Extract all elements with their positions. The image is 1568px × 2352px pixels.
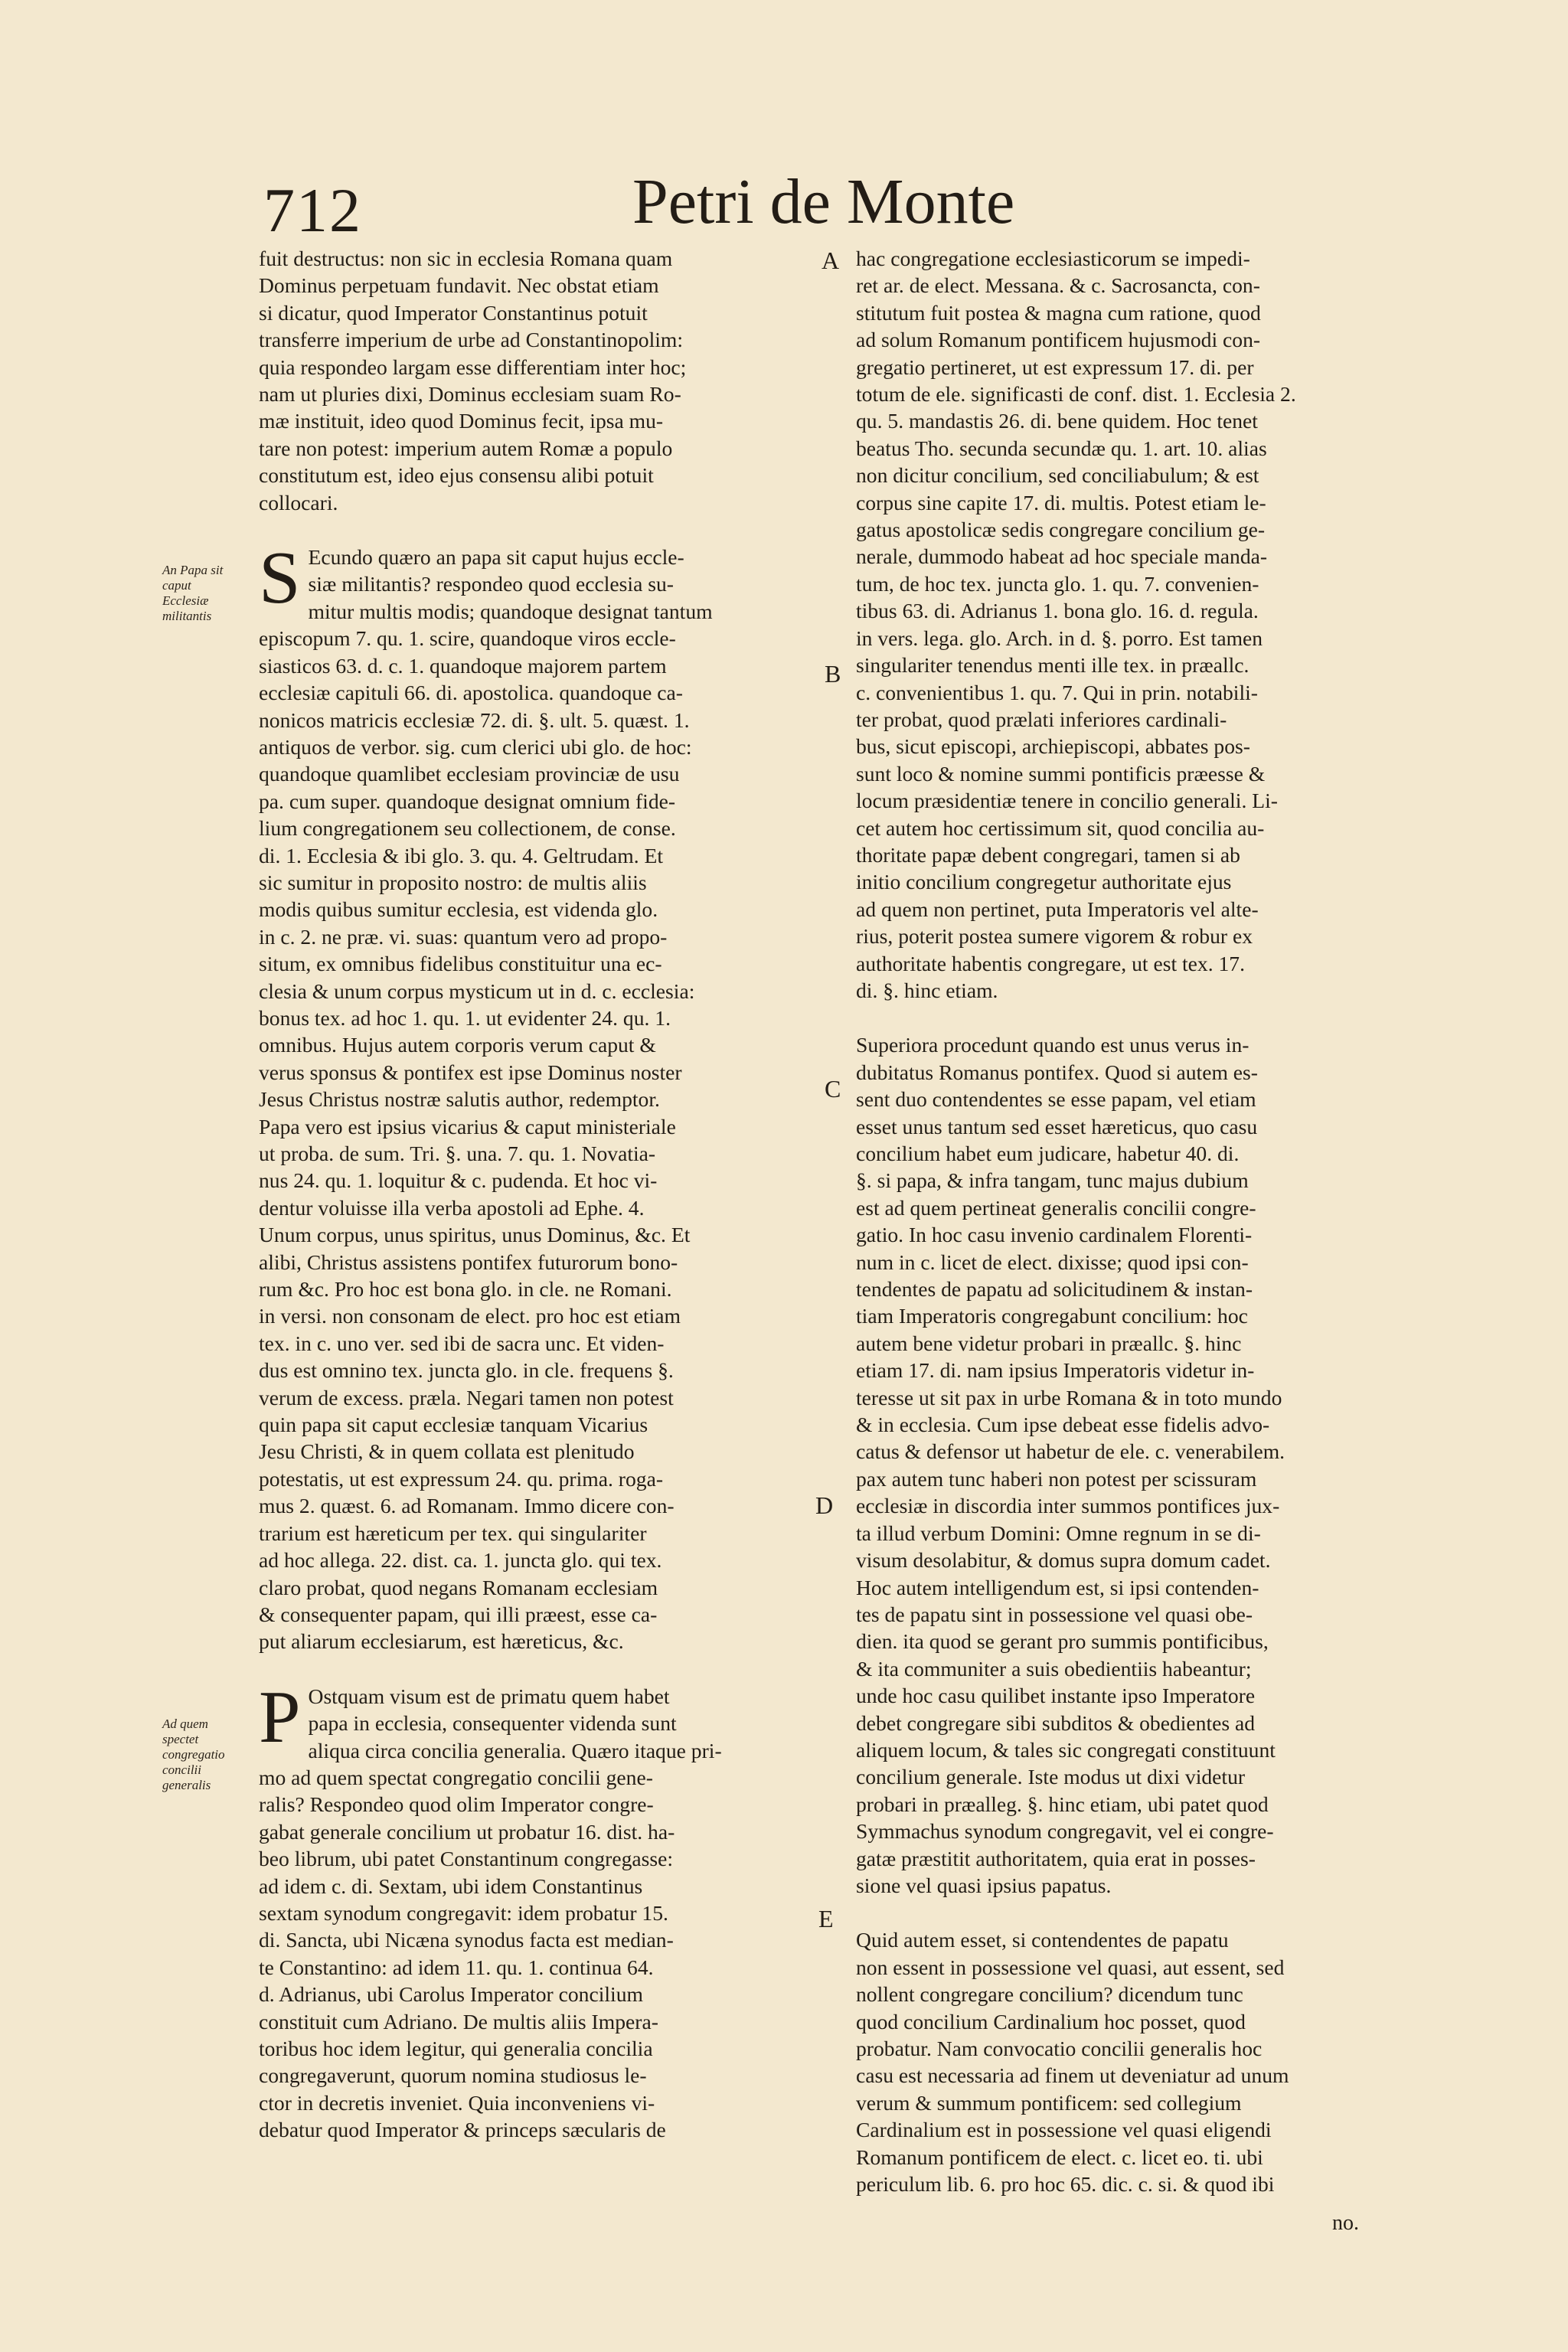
text-line: ter probat, quod prælati inferiores cardinali- [856, 707, 1227, 731]
text-line: tiam Imperatoris congregabunt concilium: hoc [856, 1304, 1248, 1328]
text-line: omnibus. Hujus autem corporis verum caput & [259, 1033, 656, 1057]
text-line: siasticos 63. d. c. 1. quandoque majorem partem [259, 653, 667, 678]
text-line: totum de ele. significasti de conf. dist. 1. Ecclesia 2. [856, 382, 1296, 407]
text-line: d. Adrianus, ubi Carolus Imperator concilium [259, 1982, 643, 2007]
text-line: nollent congregare concilium? dicendum tunc [856, 1982, 1243, 2007]
paragraph-gap [259, 1655, 808, 1683]
text-line: hac congregatione ecclesiasticorum se impedi- [856, 247, 1250, 270]
text-line: toribus hoc idem legitur, qui generalia concilia [259, 2037, 653, 2060]
text-line: verum de excess. præla. Negari tamen non potest [259, 1385, 674, 1410]
text-line: mus 2. quæst. 6. ad Romanam. Immo dicere con- [259, 1494, 675, 1518]
text-line: clesia & unum corpus mysticum ut in d. c. ecclesia: [259, 978, 695, 1003]
text-line: nerale, dummodo habeat ad hoc speciale manda- [856, 544, 1268, 569]
text-line: ta illud verbum Domini: Omne regnum in se di- [856, 1521, 1261, 1545]
text-line: gregatio pertineret, ut est expressum 17. di. per [856, 354, 1254, 379]
text-line: siæ militantis? respondeo quod ecclesia su- [308, 572, 674, 596]
text-line: modis quibus sumitur ecclesia, est videnda glo. [259, 897, 658, 922]
text-line: tex. in c. uno ver. sed ibi de sacra unc. Et viden- [259, 1331, 665, 1355]
text-line: sent duo contendentes se esse papam, vel etiam [856, 1087, 1256, 1112]
section-letter-b: B [825, 660, 841, 688]
text-line: sic sumitur in proposito nostro: de multis aliis [259, 870, 647, 894]
text-line: verum & summum pontificem: sed collegium [856, 2090, 1242, 2115]
text-line: ctor in decretis inveniet. Quia inconveniens vi- [259, 2090, 655, 2115]
text-line: pa. cum super. quandoque designat omnium fide- [259, 789, 676, 813]
page-number: 712 [263, 175, 362, 245]
right-text-column [856, 245, 1401, 2197]
text-line: transferre imperium de urbe ad Constantinopolim: [259, 328, 684, 352]
text-line: Unum corpus, unus spiritus, unus Dominus, &c. Et [259, 1223, 691, 1247]
section-letter-d: D [815, 1491, 834, 1519]
text-line: ecclesiæ capituli 66. di. apostolica. quandoque ca- [259, 681, 683, 705]
text-line: thoritate papæ debent congregari, tamen si ab [856, 842, 1240, 867]
text-line: in c. 2. ne præ. vi. suas: quantum vero ad propo- [259, 924, 668, 949]
text-line: periculum lib. 6. pro hoc 65. dic. c. si. & quod ibi [856, 2172, 1275, 2197]
text-line: singulariter tenendus menti ille tex. in præallc. [856, 653, 1250, 678]
text-line: ad idem c. di. Sextam, ubi idem Constantinus [259, 1873, 643, 1898]
text-line: potestatis, ut est expressum 24. qu. prima. roga- [259, 1466, 664, 1491]
catchword: no. [1332, 2211, 1359, 2235]
text-line: rius, poterit postea sumere vigorem & robur ex [856, 924, 1253, 949]
text-line: probari in præalleg. §. hinc etiam, ubi patet quod [856, 1792, 1269, 1816]
text-line: nam ut pluries dixi, Dominus ecclesiam suam Ro- [259, 382, 681, 407]
paragraph-p2 [259, 537, 808, 1655]
text-line: autem bene videtur probari in præallc. §. hinc [856, 1331, 1242, 1355]
text-line: te Constantino: ad idem 11. qu. 1. continua 64. [259, 1955, 654, 1979]
margin-note-papa-caput: An Papa sit caput Ecclesiæ militantis [162, 563, 224, 623]
text-line: num in c. licet de elect. dixisse; quod ipsi con- [856, 1250, 1249, 1274]
text-line: ad hoc allega. 22. dist. ca. 1. juncta glo. qui tex. [259, 1548, 662, 1573]
text-line: gatæ præstitit authoritatem, quia erat in posses- [856, 1846, 1256, 1870]
text-line: concilium generale. Iste modus ut dixi videtur [856, 1765, 1246, 1789]
text-line: fuit destructus: non sic in ecclesia Romana quam [259, 247, 673, 270]
text-line: dentur voluisse illa verba apostoli ad Ephe. 4. [259, 1195, 645, 1220]
text-line: Dominus perpetuam fundavit. Nec obstat etiam [259, 273, 659, 298]
text-line: si dicatur, quod Imperator Constantinus potuit [259, 300, 648, 325]
text-line: beatus Tho. secunda secundæ qu. 1. art. 10. alias [856, 436, 1267, 460]
paragraph-r1 [856, 245, 1401, 1004]
text-line: tes de papatu sint in possessione vel quasi obe- [856, 1602, 1253, 1626]
text-line: alibi, Christus assistens pontifex futurorum bono- [259, 1250, 678, 1274]
text-line: initio concilium congregetur authoritate ejus [856, 870, 1232, 894]
text-line: papa in ecclesia, consequenter videnda sunt [308, 1711, 677, 1736]
text-line: Jesu Christi, & in quem collata est plenitudo [259, 1439, 635, 1464]
text-line: visum desolabitur, & domus supra domum cadet. [856, 1548, 1271, 1573]
drop-capital: P [259, 1675, 301, 1759]
text-line: Hoc autem intelligendum est, si ipsi contenden- [856, 1575, 1259, 1599]
text-line: nonicos matricis ecclesiæ 72. di. §. ult. 5. quæst. 1. [259, 707, 690, 732]
text-line: probatur. Nam convocatio concilii generalis hoc [856, 2037, 1263, 2060]
text-line: gatio. In hoc casu invenio cardinalem Florenti- [856, 1223, 1253, 1247]
text-line: in versi. non consonam de elect. pro hoc est etiam [259, 1304, 681, 1328]
text-line: debet congregare sibi subditos & obedientes ad [856, 1710, 1256, 1735]
text-line: qu. 5. mandastis 26. di. bene quidem. Hoc tenet [856, 409, 1258, 433]
text-line: trarium est hæreticum per tex. qui singulariter [259, 1521, 647, 1545]
text-line: Papa vero est ipsius vicarius & caput ministeriale [259, 1114, 676, 1138]
paragraph-gap [856, 1004, 1401, 1031]
text-line: di. Sancta, ubi Nicæna synodus facta est median- [259, 1928, 674, 1952]
text-line: constituit cum Adriano. De multis aliis Impera- [259, 2009, 658, 2034]
text-line: congregaverunt, quorum nomina studiosus le- [259, 2063, 647, 2088]
text-line: nus 24. qu. 1. loquitur & c. pudenda. Et hoc vi- [259, 1168, 658, 1193]
text-line: dubitatus Romanus pontifex. Quod si autem es- [856, 1060, 1258, 1084]
text-line: quia respondeo largam esse differentiam inter hoc; [259, 354, 687, 379]
text-line: casu est necessaria ad finem ut deveniatur ad unum [856, 2063, 1289, 2088]
section-letter-a: A [822, 247, 840, 274]
text-line: mitur multis modis; quandoque designat tantum [308, 599, 713, 623]
section-letter-e: E [818, 1905, 834, 1932]
text-line: & consequenter papam, qui illi præest, esse ca- [259, 1602, 658, 1626]
text-line: in vers. lega. glo. Arch. in d. §. porro. Est tamen [856, 626, 1263, 650]
text-line: & ita communiter a suis obedientiis habeantur; [856, 1656, 1252, 1681]
paragraph-p3 [259, 1675, 808, 2144]
text-line: aliqua circa concilia generalia. Quæro itaque pri- [308, 1738, 722, 1762]
paragraph-gap [259, 516, 808, 544]
text-line: ret ar. de elect. Messana. & c. Sacrosancta, con- [856, 273, 1260, 298]
text-line: debatur quod Imperator & princeps sæcularis de [259, 2118, 666, 2142]
text-line: aliquem locum, & tales sic congregati constituunt [856, 1737, 1276, 1762]
text-line: corpus sine capite 17. di. multis. Potest etiam le- [856, 490, 1266, 514]
text-line: sunt loco & nomine summi pontificis præesse & [856, 761, 1266, 786]
text-line: Romanum pontificem de elect. c. licet eo. ti. ubi [856, 2145, 1263, 2169]
text-line: tare non potest: imperium autem Romæ a populo [259, 436, 673, 460]
text-line: gatus apostolicæ sedis congregare concilium ge- [856, 518, 1266, 542]
text-line: di. 1. Ecclesia & ibi glo. 3. qu. 4. Geltrudam. Et [259, 843, 664, 867]
text-line: Quid autem esset, si contendentes de papatu [856, 1928, 1229, 1952]
text-line: verus sponsus & pontifex est ipse Dominus noster [259, 1060, 682, 1084]
drop-capital: S [259, 537, 301, 620]
text-line: Ecundo quæro an papa sit caput hujus eccle- [308, 545, 684, 570]
text-line: cet autem hoc certissimum sit, quod concilia au- [856, 815, 1265, 840]
text-line: sextam synodum congregavit: idem probatur 15. [259, 1900, 668, 1925]
text-line: quod concilium Cardinalium hoc posset, quod [856, 2009, 1246, 2034]
text-line: c. convenientibus 1. qu. 7. Qui in prin. notabili- [856, 680, 1258, 704]
text-line: Ostquam visum est de primatu quem habet [308, 1684, 670, 1708]
text-line: lium congregationem seu collectionem, de conse. [259, 816, 676, 841]
margin-note-concilium: Ad quem spectet congregatio concilii generalis [162, 1717, 225, 1792]
text-line: Superiora procedunt quando est unus verus in- [856, 1033, 1250, 1057]
text-line: put aliarum ecclesiarum, est hæreticus, &c. [259, 1629, 624, 1654]
paragraph-p1 [259, 245, 808, 516]
text-line: di. §. hinc etiam. [856, 978, 998, 1002]
text-line: pax autem tunc haberi non potest per scissuram [856, 1466, 1257, 1491]
text-line: teresse ut sit pax in urbe Romana & in toto mundo [856, 1385, 1282, 1410]
text-line: tibus 63. di. Adrianus 1. bona glo. 16. d. regula. [856, 599, 1259, 623]
text-line: sione vel quasi ipsius papatus. [856, 1873, 1112, 1897]
text-line: & in ecclesia. Cum ipse debeat esse fidelis advo- [856, 1413, 1270, 1437]
text-line: bus, sicut episcopi, archiepiscopi, abbates pos- [856, 734, 1250, 759]
paragraph-r2 [856, 1031, 1401, 1899]
text-line: authoritate habentis congregare, ut est tex. 17. [856, 951, 1246, 975]
text-line: tendentes de papatu ad solicitudinem & instan- [856, 1277, 1253, 1302]
left-text-column [259, 245, 808, 2144]
text-line: episcopum 7. qu. 1. scire, quandoque viros eccle- [259, 626, 676, 651]
text-line: gabat generale concilium ut probatur 16. dist. ha- [259, 1819, 675, 1844]
text-line: tum, de hoc tex. juncta glo. 1. qu. 7. convenien- [856, 571, 1259, 596]
text-line: ut proba. de sum. Tri. §. una. 7. qu. 1. Novatia- [259, 1142, 656, 1165]
text-line: bonus tex. ad hoc 1. qu. 1. ut evidenter 24. qu. 1. [259, 1005, 671, 1030]
text-line: Symmachus synodum congregavit, vel ei congre- [856, 1819, 1274, 1844]
text-line: quandoque quamlibet ecclesiam provinciæ de usu [259, 762, 680, 786]
text-line: ralis? Respondeo quod olim Imperator congre- [259, 1792, 654, 1817]
text-line: concilium habet eum judicare, habetur 40. di. [856, 1142, 1240, 1165]
text-line: §. si papa, & infra tangam, tunc majus dubium [856, 1168, 1249, 1193]
text-line: dien. ita quod se gerant pro summis pontificibus, [856, 1629, 1269, 1654]
text-line: etiam 17. di. nam ipsius Imperatoris videtur in- [856, 1358, 1255, 1383]
text-line: beo librum, ubi patet Constantinum congregasse: [259, 1847, 674, 1871]
text-line: quin papa sit caput ecclesiæ tanquam Vicarius [259, 1413, 648, 1437]
text-line: Jesus Christus nostræ salutis author, redemptor. [259, 1087, 660, 1112]
text-line: antiquos de verbor. sig. cum clerici ubi glo. de hoc: [259, 734, 692, 759]
text-line: Cardinalium est in possessione vel quasi eligendi [856, 2118, 1272, 2142]
paragraph-r3 [856, 1926, 1401, 2197]
text-line: ecclesiæ in discordia inter summos pontifices jux- [856, 1494, 1280, 1518]
text-line: claro probat, quod negans Romanam ecclesiam [259, 1575, 658, 1599]
text-line: dus est omnino tex. juncta glo. in cle. frequens §. [259, 1358, 674, 1383]
text-line: catus & defensor ut habetur de ele. c. venerabilem. [856, 1439, 1285, 1464]
text-line: stitutum fuit postea & magna cum ratione, quod [856, 300, 1261, 325]
text-line: est ad quem pertineat generalis concilii congre- [856, 1195, 1256, 1220]
text-line: constitutum est, ideo ejus consensu alibi potuit [259, 463, 654, 488]
text-line: ad quem non pertinet, puta Imperatoris vel alte- [856, 897, 1259, 921]
running-title: Petri de Monte [632, 166, 1015, 237]
text-line: locum præsidentiæ tenere in concilio generali. Li- [856, 789, 1278, 813]
text-line: rum &c. Pro hoc est bona glo. in cle. ne Romani. [259, 1277, 672, 1302]
paragraph-gap [856, 1899, 1401, 1926]
text-line: non dicitur concilium, sed conciliabulum; & est [856, 463, 1259, 488]
text-line: esset unus tantum sed esset hæreticus, quo casu [856, 1114, 1258, 1138]
text-line: situm, ex omnibus fidelibus constituitur una ec- [259, 952, 662, 976]
text-line: mæ instituit, ideo quod Dominus fecit, ipsa mu- [259, 409, 664, 433]
text-line: mo ad quem spectat congregatio concilii gene- [259, 1765, 653, 1789]
text-line: unde hoc casu quilibet instante ipso Imperatore [856, 1684, 1256, 1708]
text-line: ad solum Romanum pontificem hujusmodi con- [856, 328, 1261, 352]
section-letter-c: C [825, 1075, 841, 1102]
text-line: non essent in possessione vel quasi, aut essent, sed [856, 1955, 1285, 1979]
text-line: collocari. [259, 490, 338, 514]
